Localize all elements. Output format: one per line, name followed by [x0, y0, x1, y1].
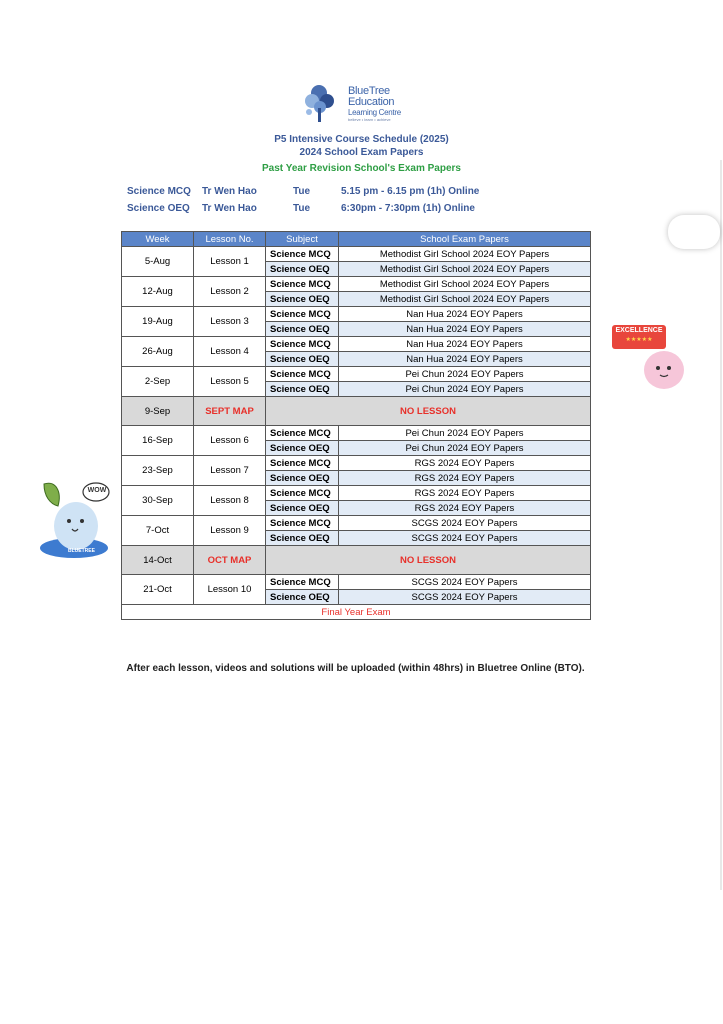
week-cell: 30-Sep: [122, 486, 194, 516]
week-cell: 2-Sep: [122, 367, 194, 397]
week-cell: 14-Oct: [122, 546, 194, 575]
excellence-text: EXCELLENCE: [615, 327, 663, 334]
info-time-1: 5.15 pm - 6.15 pm (1h) Online: [341, 186, 480, 197]
no-lesson-cell: NO LESSON: [266, 397, 591, 426]
subject-cell: Science OEQ: [266, 262, 339, 277]
paper-cell: SCGS 2024 EOY Papers: [339, 575, 591, 590]
tree-logo-icon: [302, 80, 348, 126]
wow-bubble-text: WOW: [87, 487, 107, 494]
bluetree-logo: [302, 80, 422, 130]
week-cell: 23-Sep: [122, 456, 194, 486]
info-subject-1: Science MCQ: [127, 186, 191, 197]
lesson-cell: Lesson 3: [194, 307, 266, 337]
subject-cell: Science MCQ: [266, 575, 339, 590]
info-day-1: Tue: [293, 186, 311, 197]
header-papers: School Exam Papers: [339, 232, 591, 247]
table-row-no-lesson: [122, 397, 591, 426]
lesson-cell: Lesson 4: [194, 337, 266, 367]
subject-cell: Science MCQ: [266, 486, 339, 501]
week-cell: 9-Sep: [122, 397, 194, 426]
lesson-cell: OCT MAP: [194, 546, 266, 575]
page-title: P5 Intensive Course Schedule (2025): [274, 134, 449, 145]
paper-cell: RGS 2024 EOY Papers: [339, 456, 591, 471]
header-week: Week: [122, 232, 194, 247]
paper-cell: Pei Chun 2024 EOY Papers: [339, 426, 591, 441]
floating-shape: [668, 215, 720, 249]
subject-cell: Science MCQ: [266, 426, 339, 441]
subject-cell: Science MCQ: [266, 247, 339, 262]
header-subject: Subject: [266, 232, 339, 247]
logo-line-1: BlueTree: [348, 85, 390, 97]
lesson-cell: Lesson 8: [194, 486, 266, 516]
table-row: [122, 277, 591, 292]
logo-wordmark: [348, 86, 401, 123]
subject-cell: Science OEQ: [266, 531, 339, 546]
info-subject-2: Science OEQ: [127, 203, 190, 214]
subject-cell: Science OEQ: [266, 382, 339, 397]
table-row-no-lesson: [122, 546, 591, 575]
table-row: [122, 307, 591, 322]
subject-cell: Science OEQ: [266, 322, 339, 337]
info-teacher-1: Tr Wen Hao: [202, 186, 257, 197]
table-header-row: [122, 232, 591, 247]
week-cell: 19-Aug: [122, 307, 194, 337]
header-lesson: Lesson No.: [194, 232, 266, 247]
week-cell: 7-Oct: [122, 516, 194, 546]
table-row: [122, 337, 591, 352]
table-row: [122, 367, 591, 382]
lesson-cell: Lesson 10: [194, 575, 266, 605]
paper-cell: SCGS 2024 EOY Papers: [339, 516, 591, 531]
paper-cell: Nan Hua 2024 EOY Papers: [339, 322, 591, 337]
logo-tagline: believe • learn • achieve: [348, 117, 391, 122]
paper-cell: Pei Chun 2024 EOY Papers: [339, 382, 591, 397]
excellence-mascot-sticker: [610, 325, 692, 395]
lesson-cell: Lesson 5: [194, 367, 266, 397]
subject-cell: Science MCQ: [266, 516, 339, 531]
paper-cell: Methodist Girl School 2024 EOY Papers: [339, 262, 591, 277]
footnote: After each lesson, videos and solutions will be uploaded (within 48hrs) in Bluetree Online (BTO).: [126, 663, 585, 674]
week-cell: 21-Oct: [122, 575, 194, 605]
subject-cell: Science MCQ: [266, 456, 339, 471]
paper-cell: RGS 2024 EOY Papers: [339, 486, 591, 501]
lesson-cell: Lesson 7: [194, 456, 266, 486]
paper-cell: Nan Hua 2024 EOY Papers: [339, 352, 591, 367]
lesson-cell: Lesson 6: [194, 426, 266, 456]
subject-cell: Science MCQ: [266, 337, 339, 352]
week-cell: 26-Aug: [122, 337, 194, 367]
paper-cell: Nan Hua 2024 EOY Papers: [339, 307, 591, 322]
lesson-cell: SEPT MAP: [194, 397, 266, 426]
bluetree-badge-text: BLUETREE: [68, 548, 95, 554]
table-row: [122, 247, 591, 262]
subject-cell: Science MCQ: [266, 367, 339, 382]
info-teacher-2: Tr Wen Hao: [202, 203, 257, 214]
lesson-cell: Lesson 9: [194, 516, 266, 546]
table-row: [122, 456, 591, 471]
subject-cell: Science OEQ: [266, 471, 339, 486]
subject-cell: Science OEQ: [266, 501, 339, 516]
table-row: [122, 486, 591, 501]
schedule-body: [122, 247, 591, 620]
week-cell: 12-Aug: [122, 277, 194, 307]
info-day-2: Tue: [293, 203, 311, 214]
wow-mascot-sticker: [38, 476, 114, 560]
subject-cell: Science OEQ: [266, 441, 339, 456]
final-exam-cell: Final Year Exam: [122, 605, 591, 620]
week-cell: 16-Sep: [122, 426, 194, 456]
logo-line-2: Education: [348, 96, 395, 108]
paper-cell: Pei Chun 2024 EOY Papers: [339, 367, 591, 382]
page-edge-rule: [720, 160, 722, 890]
page-subtitle: 2024 School Exam Papers: [299, 147, 424, 158]
paper-cell: SCGS 2024 EOY Papers: [339, 531, 591, 546]
week-cell: 5-Aug: [122, 247, 194, 277]
table-row: [122, 426, 591, 441]
lesson-cell: Lesson 2: [194, 277, 266, 307]
paper-cell: SCGS 2024 EOY Papers: [339, 590, 591, 605]
subject-cell: Science MCQ: [266, 277, 339, 292]
stars-icon: ★★★★★: [625, 337, 653, 343]
paper-cell: RGS 2024 EOY Papers: [339, 501, 591, 516]
paper-cell: Pei Chun 2024 EOY Papers: [339, 441, 591, 456]
subject-cell: Science OEQ: [266, 590, 339, 605]
paper-cell: Methodist Girl School 2024 EOY Papers: [339, 292, 591, 307]
paper-cell: RGS 2024 EOY Papers: [339, 471, 591, 486]
table-row: [122, 516, 591, 531]
info-time-2: 6:30pm - 7:30pm (1h) Online: [341, 203, 475, 214]
subject-cell: Science MCQ: [266, 307, 339, 322]
table-row: [122, 575, 591, 590]
subject-cell: Science OEQ: [266, 292, 339, 307]
no-lesson-cell: NO LESSON: [266, 546, 591, 575]
paper-cell: Nan Hua 2024 EOY Papers: [339, 337, 591, 352]
paper-cell: Methodist Girl School 2024 EOY Papers: [339, 277, 591, 292]
page-subheading: Past Year Revision School's Exam Papers: [262, 163, 461, 174]
final-exam-row: [122, 605, 591, 620]
lesson-cell: Lesson 1: [194, 247, 266, 277]
pink-mascot-icon: [638, 345, 690, 395]
paper-cell: Methodist Girl School 2024 EOY Papers: [339, 247, 591, 262]
schedule-table: [121, 231, 591, 620]
logo-line-3: Learning Centre: [348, 108, 401, 117]
subject-cell: Science OEQ: [266, 352, 339, 367]
